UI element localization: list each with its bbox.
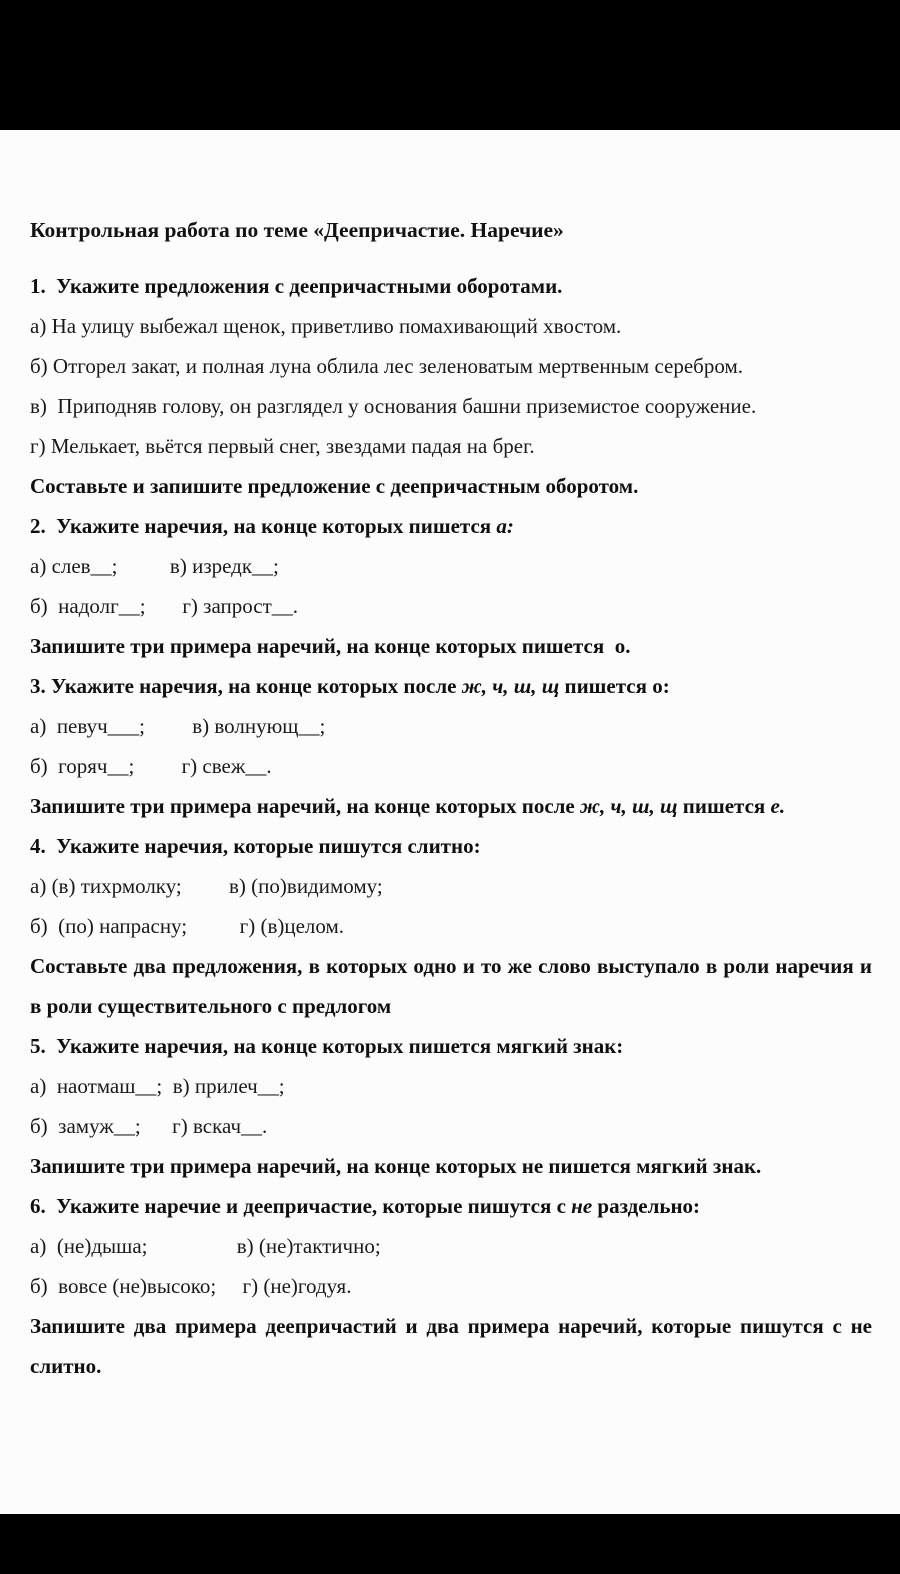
- text-run: ж, ч, ш, щ: [461, 674, 560, 698]
- text-run: Составьте два предложения, в которых одно и то же слово выступало в роли наречия и в роли существительного с предлогом: [30, 954, 872, 1018]
- document-page: [0, 130, 900, 1514]
- answer-option-line: [30, 426, 872, 466]
- answer-option-line: [30, 306, 872, 346]
- text-run: б) вовсе (не)высоко; г) (не)годуя.: [30, 1274, 352, 1298]
- text-run: Запишите три примера наречий, на конце которых после: [30, 794, 580, 818]
- text-run: а) (не)дыша; в) (не)тактично;: [30, 1234, 381, 1258]
- answer-option-line: [30, 746, 872, 786]
- bottom-black-bar: [0, 1514, 900, 1574]
- text-run: а) наотмаш__; в) прилеч__;: [30, 1074, 285, 1098]
- answer-option-line: [30, 1106, 872, 1146]
- answer-option-line: [30, 866, 872, 906]
- question-heading: [30, 1026, 872, 1066]
- text-run: г) Мелькает, вьётся первый снег, звездами падая на брег.: [30, 434, 535, 458]
- answer-option-line: [30, 1226, 872, 1266]
- text-run: пишется: [677, 794, 771, 818]
- text-run: а) На улицу выбежал щенок, приветливо помахивающий хвостом.: [30, 314, 622, 338]
- answer-option-line: [30, 706, 872, 746]
- text-run: в) Приподняв голову, он разглядел у основания башни приземистое сооружение.: [30, 394, 757, 418]
- text-run: Запишите три примера наречий, на конце которых не пишется мягкий знак.: [30, 1154, 762, 1178]
- question-heading: [30, 506, 872, 546]
- answer-option-line: [30, 1266, 872, 1306]
- text-run: 6. Укажите наречие и деепричастие, которые пишутся с: [30, 1194, 572, 1218]
- text-run: е.: [770, 794, 786, 818]
- top-black-bar: [0, 0, 900, 130]
- text-run: пишется о:: [559, 674, 670, 698]
- answer-option-line: [30, 1066, 872, 1106]
- task-instruction: [30, 1306, 872, 1386]
- text-run: ж, ч, ш, щ: [580, 794, 678, 818]
- text-run: б) надолг__; г) запрост__.: [30, 594, 299, 618]
- answer-option-line: [30, 906, 872, 946]
- document-title: Контрольная работа по теме «Деепричастие. Наречие»: [30, 218, 564, 242]
- text-run: а:: [496, 514, 514, 538]
- text-run: 2. Укажите наречия, на конце которых пишется: [30, 514, 497, 538]
- question-heading: [30, 1186, 872, 1226]
- text-run: б) замуж__; г) вскач__.: [30, 1114, 268, 1138]
- task-instruction: [30, 626, 872, 666]
- text-run: Запишите три примера наречий, на конце которых пишется о.: [30, 634, 631, 658]
- text-run: Запишите два примера деепричастий и два примера наречий, которые пишутся с не слитно.: [30, 1314, 872, 1378]
- task-instruction: [30, 946, 872, 1026]
- text-run: б) горяч__; г) свеж__.: [30, 754, 272, 778]
- text-run: б) (по) напрасну; г) (в)целом.: [30, 914, 345, 938]
- question-heading: [30, 666, 872, 706]
- answer-option-line: [30, 546, 872, 586]
- text-run: 3. Укажите наречия, на конце которых после: [30, 674, 462, 698]
- text-run: Составьте и запишите предложение с деепричастным оборотом.: [30, 474, 639, 498]
- text-run: 5. Укажите наречия, на конце которых пишется мягкий знак:: [30, 1034, 624, 1058]
- text-run: а) слев__; в) изредк__;: [30, 554, 279, 578]
- answer-option-line: [30, 586, 872, 626]
- text-run: 4. Укажите наречия, которые пишутся слитно:: [30, 834, 481, 858]
- text-run: не: [571, 1194, 593, 1218]
- text-run: а) певуч___; в) волнующ__;: [30, 714, 326, 738]
- document-body: [30, 266, 872, 1386]
- text-run: а) (в) тихрмолку; в) (по)видимому;: [30, 874, 383, 898]
- answer-option-line: [30, 386, 872, 426]
- text-run: б) Отгорел закат, и полная луна облила лес зеленоватым мертвенным серебром.: [30, 354, 743, 378]
- text-run: 1. Укажите предложения с деепричастными оборотами.: [30, 274, 563, 298]
- answer-option-line: [30, 346, 872, 386]
- task-instruction: [30, 466, 872, 506]
- task-instruction: [30, 1146, 872, 1186]
- question-heading: [30, 266, 872, 306]
- question-heading: [30, 826, 872, 866]
- task-instruction: [30, 786, 872, 826]
- text-run: раздельно:: [592, 1194, 701, 1218]
